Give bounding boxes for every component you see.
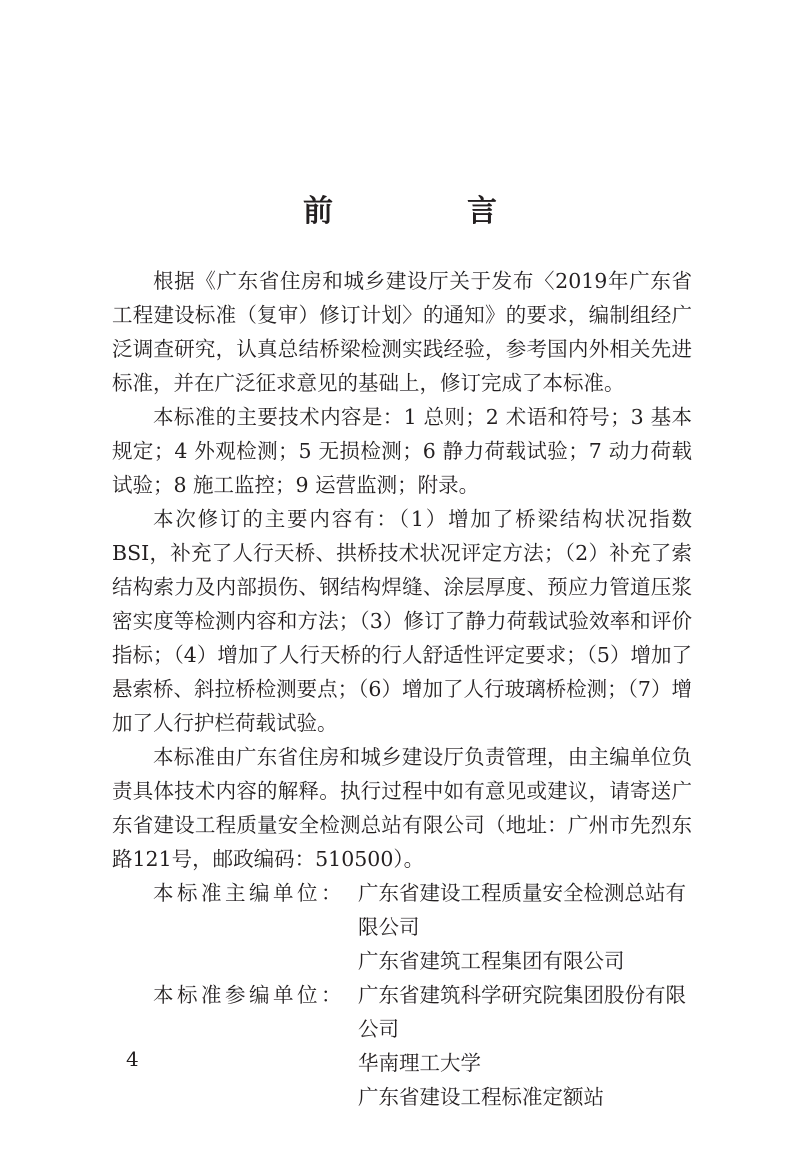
paragraph-management: 本标准由广东省住房和城乡建设厅负责管理，由主编单位负责具体技术内容的解释。执行过程中如有意见或建议，请寄送广东省建设工程质量安全检测总站有限公司（地址：广州市先烈东路121号，邮政编码：510500）。 xyxy=(112,745,692,871)
paragraph-main-content: 本标准的主要技术内容是：1 总则；2 术语和符号；3 基本规定；4 外观检测；5 无损检测；6 静力荷载试验；7 动力荷载试验；8 施工监控；9 运营监测；附录。 xyxy=(112,405,692,497)
chief-editor-unit: 广东省建设工程质量安全检测总站有限公司 xyxy=(358,881,686,939)
participating-editor-unit: 广东省建设工程标准定额站 xyxy=(358,1085,604,1109)
chief-editor-unit: 广东省建筑工程集团有限公司 xyxy=(358,949,625,973)
paragraph-revision-content: 本次修订的主要内容有：（1）增加了桥梁结构状况指数BSI，补充了人行天桥、拱桥技术状况评定方法；（2）补充了索结构索力及内部损伤、钢结构焊缝、涂层厚度、预应力管道压浆密实度等检测内容和方法；（3）修订了静力荷载试验效率和评价指标；（4）增加了人行天桥的行人舒适性评定要求；（5）增加了悬索桥、斜拉桥检测要点；（6）增加了人行玻璃桥检测；（7）增加了人行护栏荷载试验。 xyxy=(112,507,692,735)
participating-editor-unit: 华南理工大学 xyxy=(358,1051,481,1075)
page-title: 前 言 xyxy=(303,194,549,229)
participating-editor-unit: 广东省建筑科学研究院集团股份有限公司 xyxy=(358,983,686,1041)
preface-body xyxy=(112,264,692,1114)
participating-editor-list xyxy=(358,978,692,1114)
chief-editor-units xyxy=(112,876,692,978)
paragraph-basis: 根据《广东省住房和城乡建设厅关于发布〈2019年广东省工程建设标准（复审）修订计划〉的通知》的要求，编制组经广泛调查研究，认真总结桥梁检测实践经验，参考国内外相关先进标准，并在广泛征求意见的基础上，修订完成了本标准。 xyxy=(112,269,692,395)
participating-editor-label: 本标准参编单位： xyxy=(153,983,345,1007)
chief-editor-label: 本标准主编单位： xyxy=(153,881,345,905)
chief-editor-list xyxy=(358,876,692,978)
participating-editor-units xyxy=(112,978,692,1114)
page-number: 4 xyxy=(126,1047,139,1071)
